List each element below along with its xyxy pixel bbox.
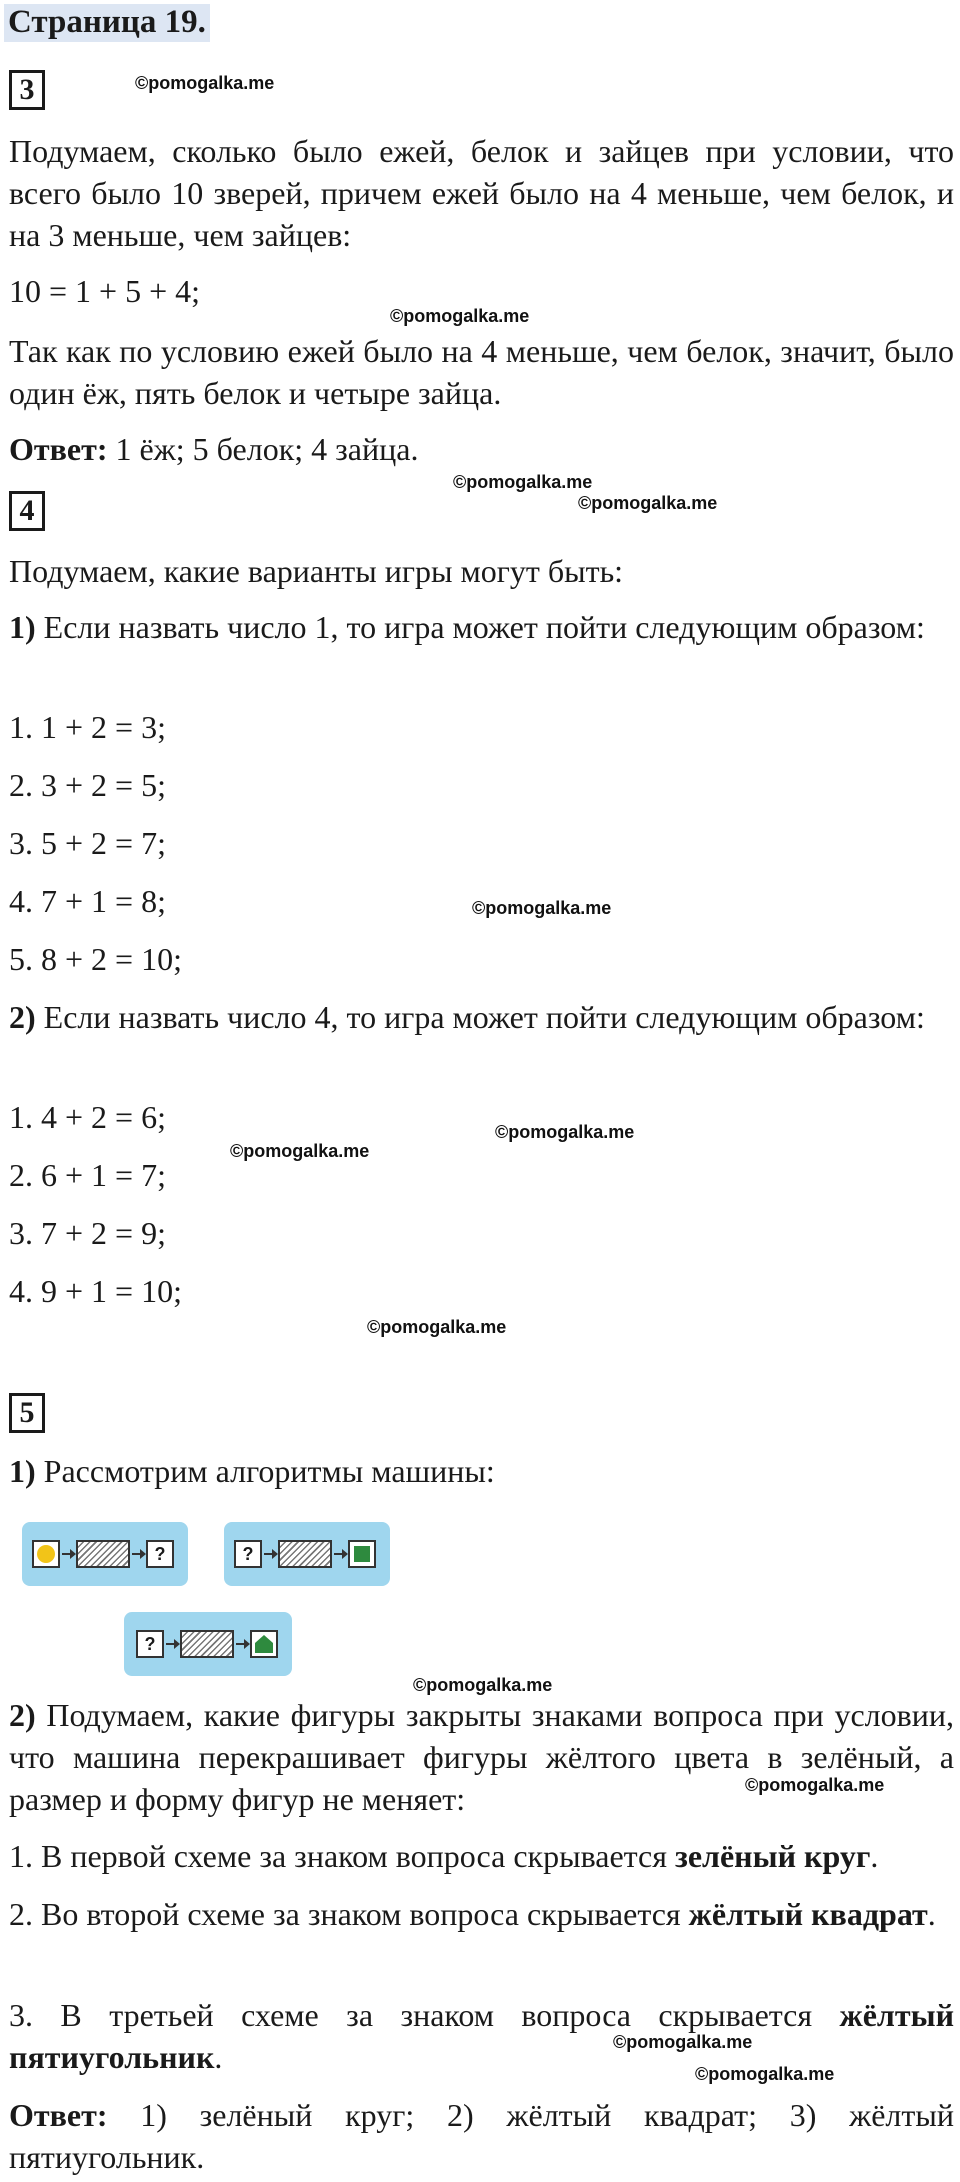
case-1-step: 4. 7 + 1 = 8; xyxy=(9,883,166,919)
task-3-explanation: Так как по условию ежей было на 4 меньше, чем белок, значит, было один ёж, пять белок и четыре зайца. xyxy=(9,333,954,411)
case-2-step: 3. 7 + 2 = 9; xyxy=(9,1215,166,1251)
arrow-icon xyxy=(132,1553,144,1555)
case-2-step: 1. 4 + 2 = 6; xyxy=(9,1099,166,1135)
case-1-step: 2. 3 + 2 = 5; xyxy=(9,767,166,803)
watermark: ©pomogalka.me xyxy=(453,472,593,492)
arrow-icon xyxy=(236,1643,248,1645)
period: . xyxy=(870,1838,879,1874)
case-2-step: 4. 9 + 1 = 10; xyxy=(9,1273,182,1309)
item-3-text: 3. В третьей схеме за знаком вопроса скрывается xyxy=(9,1997,813,2033)
watermark: ©pomogalka.me xyxy=(413,1675,553,1695)
watermark: ©pomogalka.me xyxy=(135,73,275,93)
case-1-step: 5. 8 + 2 = 10; xyxy=(9,941,182,977)
watermark: ©pomogalka.me xyxy=(230,1141,370,1161)
yellow-circle-icon xyxy=(37,1545,55,1563)
task-3-equation: 10 = 1 + 5 + 4; xyxy=(9,273,201,309)
machine-scheme-2 xyxy=(224,1522,390,1586)
case-1-text: Если назвать число 1, то игра может пойти следующим образом: xyxy=(43,609,925,645)
machine-scheme-1 xyxy=(22,1522,188,1586)
page-title: Страница 19. xyxy=(4,4,210,41)
arrow-icon xyxy=(334,1553,346,1555)
item-1-text: 1. В первой схеме за знаком вопроса скрывается xyxy=(9,1838,667,1874)
case-1-label: 1) xyxy=(9,609,36,645)
question-box: ? xyxy=(234,1540,262,1568)
part-2-label: 2) xyxy=(9,1697,36,1733)
task-4-case-2 xyxy=(9,996,954,1038)
watermark: ©pomogalka.me xyxy=(367,1317,507,1337)
watermark: ©pomogalka.me xyxy=(745,1775,885,1795)
task-5-answer xyxy=(9,2094,954,2178)
green-square-icon xyxy=(354,1546,370,1562)
item-1-answer: зелёный круг xyxy=(674,1838,871,1874)
watermark: ©pomogalka.me xyxy=(613,2032,753,2052)
answer-label: Ответ: xyxy=(9,2097,108,2133)
period: . xyxy=(927,1896,936,1932)
task-3-number: 3 xyxy=(9,70,45,110)
task-5-item-2 xyxy=(9,1893,954,1935)
watermark: ©pomogalka.me xyxy=(578,493,718,513)
machine-icon xyxy=(180,1630,234,1658)
task-3-answer xyxy=(9,428,954,470)
task-4-number: 4 xyxy=(9,491,45,531)
machine-scheme-3 xyxy=(124,1612,292,1676)
arrow-icon xyxy=(264,1553,276,1555)
task-4-case-1 xyxy=(9,606,954,648)
part-2-text: Подумаем, какие фигуры закрыты знаками вопроса при условии, что машина перекрашивает фигуры жёлтого цвета в зелёный, а размер и форму фигур не меняет: xyxy=(9,1697,955,1817)
green-pentagon-icon xyxy=(252,1632,276,1656)
task-5-item-1 xyxy=(9,1835,954,1877)
task-5-number: 5 xyxy=(9,1393,45,1433)
output-box xyxy=(250,1630,278,1658)
case-2-text: Если назвать число 4, то игра может пойти следующим образом: xyxy=(43,999,925,1035)
item-2-answer: жёлтый квадрат xyxy=(688,1896,928,1932)
answer-text: 1) зелёный круг; 2) жёлтый квадрат; 3) жёлтый пятиугольник. xyxy=(9,2097,955,2175)
output-box xyxy=(348,1540,376,1568)
case-2-label: 2) xyxy=(9,999,36,1035)
task-5-part-2 xyxy=(9,1694,954,1820)
machine-icon xyxy=(76,1540,130,1568)
question-box: ? xyxy=(136,1630,164,1658)
watermark: ©pomogalka.me xyxy=(695,2064,835,2084)
arrow-icon xyxy=(166,1643,178,1645)
answer-label: Ответ: xyxy=(9,431,108,467)
machine-icon xyxy=(278,1540,332,1568)
answer-text: 1 ёж; 5 белок; 4 зайца. xyxy=(115,431,419,467)
item-2-text: 2. Во второй схеме за знаком вопроса скрывается xyxy=(9,1896,681,1932)
arrow-icon xyxy=(62,1553,74,1555)
input-box xyxy=(32,1540,60,1568)
part-1-text: Рассмотрим алгоритмы машины: xyxy=(43,1453,495,1489)
item-3-answer: жёлтый пятиугольник xyxy=(9,1997,955,2075)
period: . xyxy=(214,2039,223,2075)
watermark: ©pomogalka.me xyxy=(472,898,612,918)
question-box: ? xyxy=(146,1540,174,1568)
case-2-step: 2. 6 + 1 = 7; xyxy=(9,1157,166,1193)
part-1-label: 1) xyxy=(9,1453,36,1489)
watermark: ©pomogalka.me xyxy=(390,306,530,326)
watermark: ©pomogalka.me xyxy=(495,1122,635,1142)
task-3-intro: Подумаем, сколько было ежей, белок и зайцев при условии, что всего было 10 зверей, причем ежей было на 4 меньше, чем белок, и на 3 меньше, чем зайцев: xyxy=(9,133,954,253)
task-5-part-1 xyxy=(9,1450,954,1492)
task-4-intro: Подумаем, какие варианты игры могут быть: xyxy=(9,553,624,589)
case-1-step: 1. 1 + 2 = 3; xyxy=(9,709,166,745)
case-1-step: 3. 5 + 2 = 7; xyxy=(9,825,166,861)
